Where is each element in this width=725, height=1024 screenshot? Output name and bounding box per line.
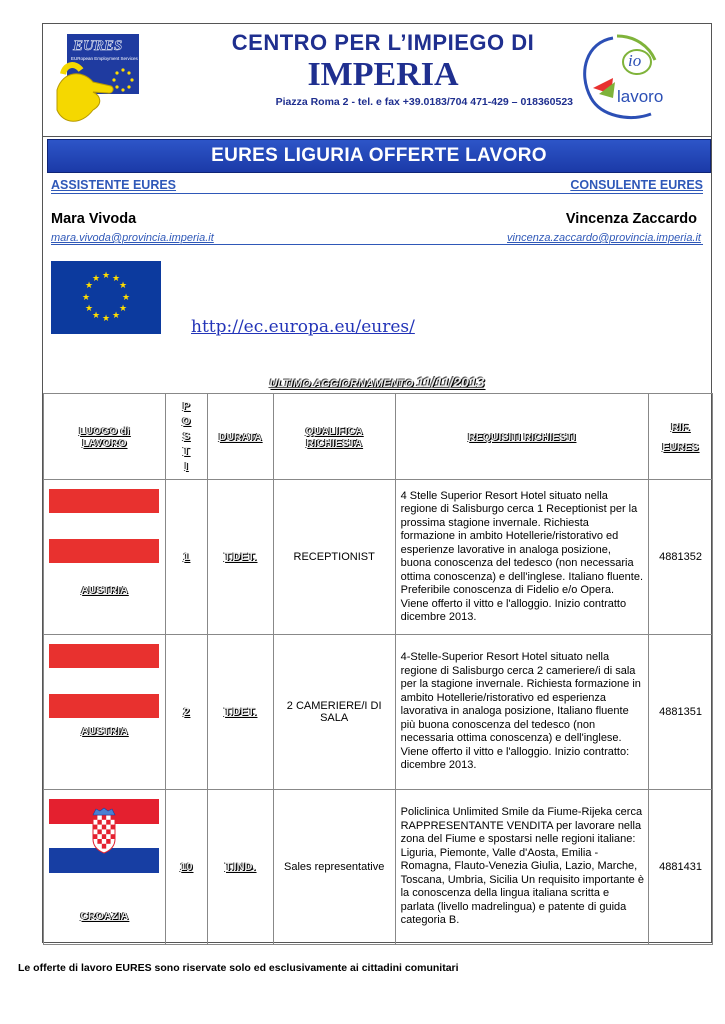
- row-location: [44, 790, 166, 945]
- io-lavoro-logo-icon: [573, 32, 668, 124]
- io-logo-word: lavoro: [617, 87, 664, 106]
- row-qualifica: Sales representative: [273, 790, 395, 945]
- consultant-email-link[interactable]: vincenza.zaccardo@provincia.imperia.it: [507, 232, 701, 244]
- svg-text:★: ★: [91, 311, 101, 321]
- assistant-email-link[interactable]: mara.vivoda@provincia.imperia.it: [51, 232, 214, 244]
- svg-text:★: ★: [118, 281, 128, 291]
- row-durata: T.IND.: [207, 790, 273, 945]
- office-address: Piazza Roma 2 - tel. e fax +39.0183/704 471-429 – 018360523: [275, 96, 573, 108]
- email-divider: [51, 244, 703, 245]
- row-country: AUSTRIA: [81, 725, 128, 737]
- header-posti-letter: P: [182, 400, 190, 412]
- header: [43, 24, 711, 137]
- austria-flag-icon: [49, 489, 159, 563]
- svg-text:★: ★: [84, 281, 94, 291]
- header-luogo: [44, 394, 166, 480]
- row-country: AUSTRIA: [81, 584, 128, 596]
- svg-text:★: ★: [84, 304, 94, 314]
- row-rif: 4881352: [649, 480, 713, 635]
- row-posti: 10: [165, 790, 207, 945]
- row-location: [44, 635, 166, 790]
- header-posti: [165, 394, 207, 480]
- header-qualifica-line1: QUALIFICA: [305, 424, 363, 437]
- eures-hand-logo-icon: [53, 30, 143, 130]
- assistant-name: Mara Vivoda: [51, 211, 137, 227]
- assistant-role: ASSISTENTE EURES: [51, 178, 177, 192]
- croatia-flag-icon: [49, 799, 159, 873]
- header-luogo-line2: LAVORO: [82, 436, 127, 449]
- header-posti-letter: O: [182, 415, 191, 427]
- svg-text:★: ★: [101, 314, 111, 324]
- header-rif-line2: EURES: [662, 440, 699, 453]
- row-rif: 4881351: [649, 635, 713, 790]
- header-requisiti: REQUISITI RICHIESTI: [395, 394, 648, 480]
- document-frame: [42, 23, 712, 943]
- svg-text:★: ★: [81, 293, 91, 303]
- job-offers-table: [43, 393, 713, 945]
- header-luogo-line1: LUOGO di: [79, 424, 130, 437]
- io-logo-text: io: [628, 51, 642, 70]
- row-posti: 1: [165, 480, 207, 635]
- row-country: CROAZIA: [80, 910, 129, 922]
- row-location: [44, 480, 166, 635]
- header-rif: [649, 394, 713, 480]
- svg-text:★: ★: [101, 271, 111, 281]
- row-requisiti: 4 Stelle Superior Resort Hotel situato nella regione di Salisburgo cerca 1 Receptionist per la prossima stagione invernale. Richiesta formazione in ambito Hotellerie/ristorativo ed esperienze lavorative in analoga posizione, buona conoscenza del tedesco (non necessaria ottima conoscenza) e dell'inglese. Italiano fluente. Preferibile conoscenza di Fidelio e/o Opera. Viene offerto il vitto e l'alloggio. Inizio contratto dicembre 2013.: [395, 480, 648, 635]
- row-qualifica: 2 CAMERIERE/I DI SALA: [273, 635, 395, 790]
- role-divider: [51, 193, 703, 194]
- eures-logo-text: EURES: [73, 38, 123, 54]
- banner-title: EURES LIGURIA OFFERTE LAVORO: [211, 145, 547, 166]
- office-title-line1: CENTRO PER L’IMPIEGO DI: [231, 30, 535, 55]
- row-requisiti: 4-Stelle-Superior Resort Hotel situato nella regione di Salisburgo cerca 2 cameriere/i di sala per la stagione invernale. Richiesta formazione in ambito Hotellerie/ristorativo ed esperienza lavorativa in analoga posizione, Italiano fluente più buona conoscenza del tedesco (non necessaria ottima conoscenza) e dell'inglese. Viene offerto il vitto e l'alloggio. Inizio contratto: dicembre 2013.: [395, 635, 648, 790]
- row-requisiti: Policlinica Unlimited Smile da Fiume-Rijeka cerca RAPPRESENTANTE VENDITA per lavorare nella zona del Fiume e spostarsi nelle regioni italiane: Liguria, Piemonte, Valle d'Aosta, Emilia - Romagna, Flauto-Venezia Giulia, Lazio, Marche, Toscana, Umbria, Sicilia Un requisito importante è la conoscenza della lingua italiana scritta e parlata (livello madrelingua) e patente di guida categoria B.: [395, 790, 648, 945]
- svg-text:★: ★: [111, 311, 121, 321]
- svg-text:★: ★: [121, 293, 131, 303]
- last-update-label: ULTIMO AGGIORNAMENTO: [269, 378, 414, 390]
- title-banner: [47, 139, 711, 173]
- office-title-line2: IMPERIA: [307, 56, 459, 93]
- consultant-role: CONSULENTE EURES: [570, 178, 703, 192]
- row-rif: 4881431: [649, 790, 713, 945]
- footer-note: Le offerte di lavoro EURES sono riservate solo ed esclusivamente ai cittadini comunitari: [18, 962, 459, 974]
- austria-flag-icon: [49, 644, 159, 718]
- header-posti-letter: I: [184, 460, 188, 472]
- header-posti-letter: S: [182, 430, 190, 442]
- eu-flag-icon: [51, 261, 161, 334]
- row-posti: 2: [165, 635, 207, 790]
- svg-text:★: ★: [91, 274, 101, 284]
- header-rif-line1: RIF.: [671, 420, 690, 433]
- last-update-date: 11/11/2013: [416, 374, 485, 390]
- last-update: [43, 374, 711, 390]
- consultant-name: Vincenza Zaccardo: [565, 211, 697, 227]
- row-qualifica: RECEPTIONIST: [273, 480, 395, 635]
- office-title: [193, 30, 573, 94]
- svg-text:★: ★: [111, 274, 121, 284]
- table-row: [44, 635, 713, 790]
- header-posti-letter: T: [183, 445, 190, 457]
- table-row: [44, 480, 713, 635]
- table-header-row: [44, 394, 713, 480]
- row-durata: T.DET.: [207, 635, 273, 790]
- header-qualifica-line2: RICHIESTA: [306, 436, 363, 449]
- header-durata: DURATA: [207, 394, 273, 480]
- eures-website-link[interactable]: http://ec.europa.eu/eures/: [191, 317, 415, 337]
- svg-text:★: ★: [118, 304, 128, 314]
- eures-logo-sub: EURopean Employment Services: [71, 56, 138, 61]
- row-durata: T.DET.: [207, 480, 273, 635]
- table-row: [44, 790, 713, 945]
- header-qualifica: [273, 394, 395, 480]
